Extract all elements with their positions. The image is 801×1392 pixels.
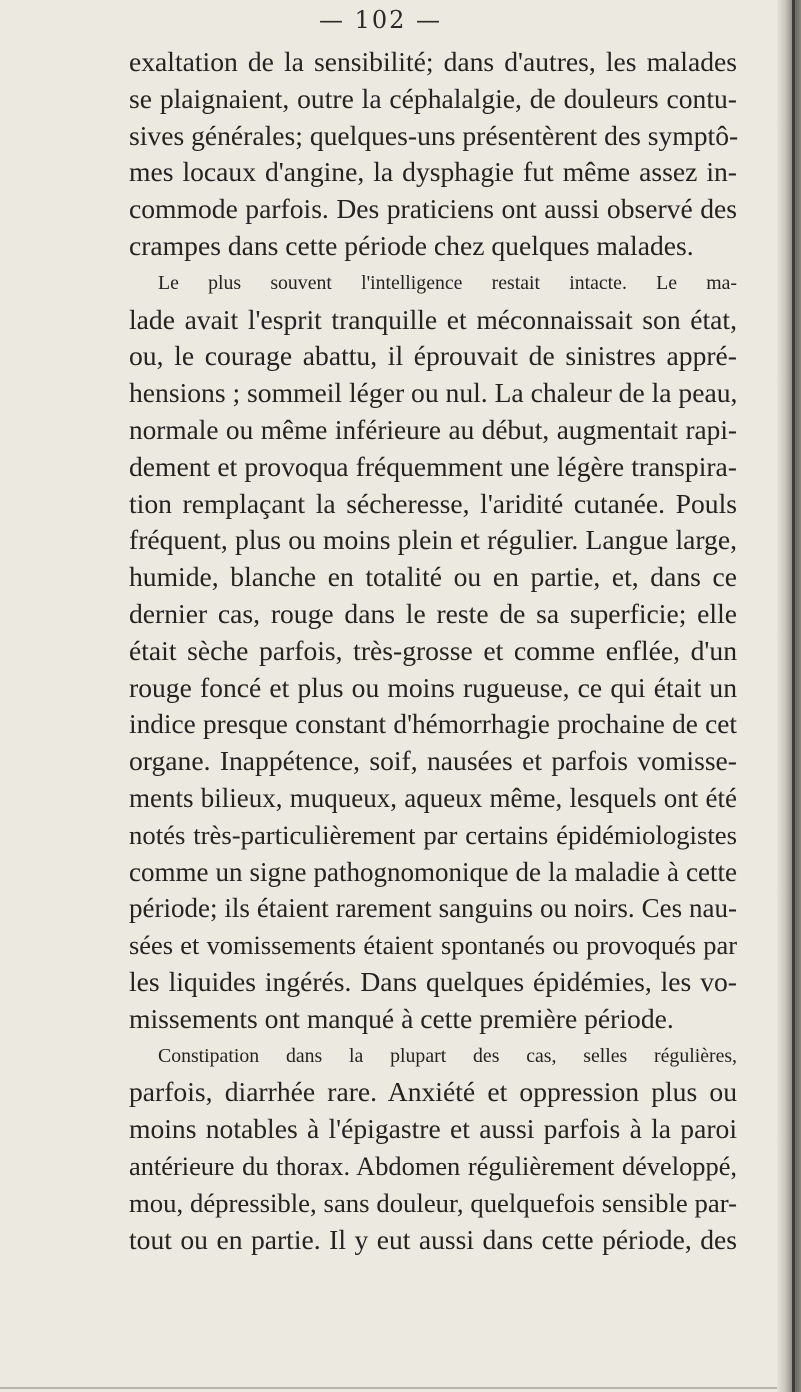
text-line: antérieure du thorax. Abdomen régulièrement développé, bbox=[129, 1150, 737, 1181]
text-line: dement et provoqua fréquemment une légère transpira- bbox=[129, 450, 737, 482]
page-edge-line bbox=[792, 0, 795, 1392]
text-line: indice presque constant d'hémorrhagie prochaine de cet bbox=[129, 709, 737, 740]
text-line: mes locaux d'angine, la dysphagie fut même assez in- bbox=[129, 156, 737, 188]
body-text bbox=[129, 44, 737, 1258]
page-edge bbox=[777, 0, 801, 1392]
text-line: crampes dans cette période chez quelques malades. bbox=[129, 229, 694, 261]
text-line: tout ou en partie. Il y eut aussi dans cette période, des bbox=[129, 1223, 737, 1255]
text-line: Le plus souvent l'intelligence restait intacte. Le ma- bbox=[158, 271, 737, 294]
text-line: tion remplaçant la sécheresse, l'aridité cutanée. Pouls bbox=[129, 487, 737, 519]
text-line: commode parfois. Des praticiens ont aussi observé des bbox=[129, 193, 737, 225]
text-line: ou, le courage abattu, il éprouvait de sinistres appré- bbox=[129, 340, 737, 372]
text-line: hensions ; sommeil léger ou nul. La chaleur de la peau, bbox=[129, 377, 738, 409]
text-line: sées et vomissements étaient spontanés ou provoqués par bbox=[129, 930, 737, 961]
text-line: période; ils étaient rarement sanguins ou noirs. Ces nau- bbox=[129, 893, 737, 924]
text-line: comme un signe pathognomonique de la maladie à cette bbox=[129, 856, 737, 887]
text-line: les liquides ingérés. Dans quelques épidémies, les vo- bbox=[129, 965, 737, 997]
text-line: normale ou même inférieure au début, augmentait rapi- bbox=[129, 414, 737, 445]
text-line: organe. Inappétence, soif, nausées et parfois vomisse- bbox=[129, 745, 737, 777]
text-line: ments bilieux, muqueux, aqueux même, lesquels ont été bbox=[129, 782, 737, 813]
page-number: — 102 — bbox=[318, 6, 443, 34]
text-line: dernier cas, rouge dans le reste de sa superficie; elle bbox=[129, 597, 737, 629]
text-line: notés très-particulièrement par certains épidémiologistes bbox=[129, 819, 737, 850]
text-line: Constipation dans la plupart des cas, selles régulières, bbox=[158, 1044, 737, 1067]
text-line: sives générales; quelques-uns présentèrent des symptô- bbox=[129, 119, 739, 151]
text-line: missements ont manqué à cette première période. bbox=[129, 1002, 674, 1034]
text-line: rouge foncé et plus ou moins rugueuse, ce qui était un bbox=[129, 671, 737, 703]
text-line: parfois, diarrhée rare. Anxiété et oppression plus ou bbox=[129, 1076, 737, 1108]
text-line: moins notables à l'épigastre et aussi parfois à la paroi bbox=[129, 1113, 737, 1145]
text-line: mou, dépressible, sans douleur, quelquefois sensible par- bbox=[129, 1187, 737, 1218]
text-line: humide, blanche en totalité ou en partie, et, dans ce bbox=[129, 561, 737, 593]
text-line: se plaignaient, outre la céphalalgie, de douleurs contu- bbox=[129, 82, 737, 114]
text-line: exaltation de la sensibilité; dans d'autres, les malades bbox=[129, 46, 737, 77]
text-line: lade avait l'esprit tranquille et méconnaissait son état, bbox=[129, 303, 737, 335]
text-line: était sèche parfois, très-grosse et comme enflée, d'un bbox=[129, 634, 737, 666]
text-line: fréquent, plus ou moins plein et régulier. Langue large, bbox=[129, 524, 737, 556]
page-bottom-rule bbox=[0, 1387, 777, 1389]
